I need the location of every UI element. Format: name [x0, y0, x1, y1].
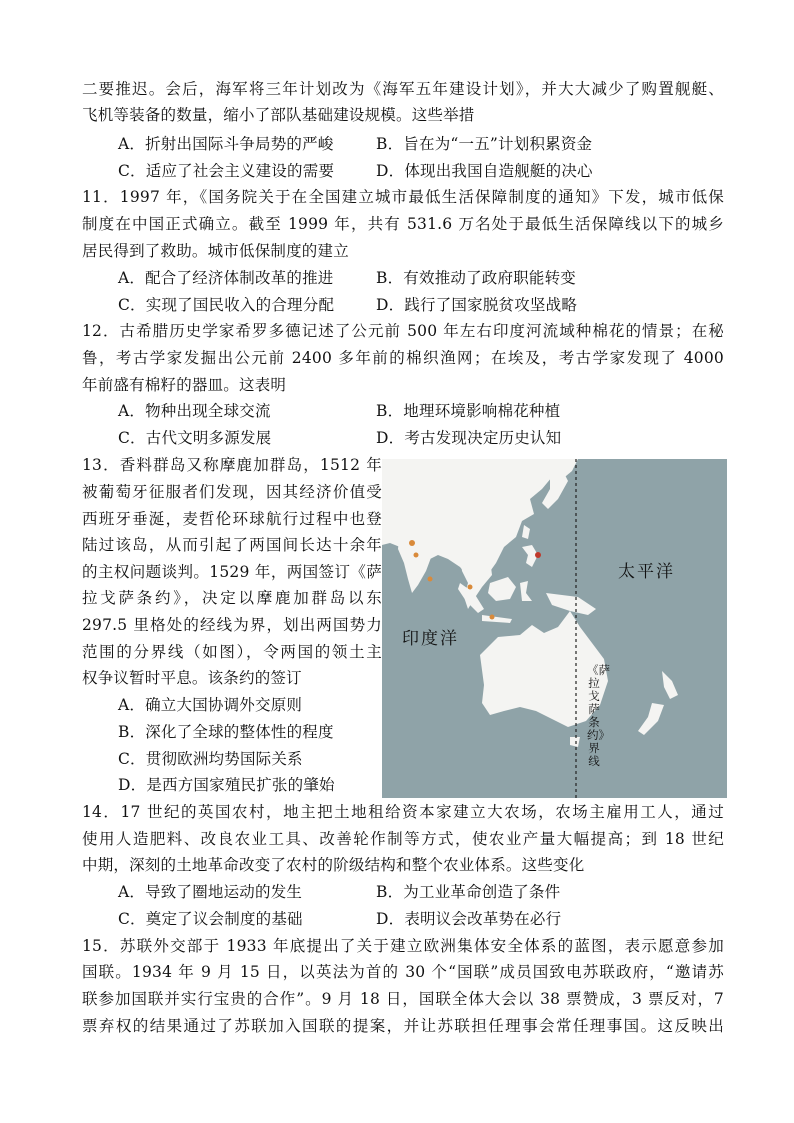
q14-stem-line-3: 中期，深刻的土地革命改变了农村的阶级结构和整个农业体系。这些变化: [82, 856, 585, 874]
q15-stem-line-1: 15．苏联外交部于 1933 年底提出了关于建立欧洲集体安全体系的蓝图，表示愿意参加: [82, 937, 724, 955]
q13-stem-line-9: 权争议暂时平息。该条约的签订: [82, 669, 302, 687]
q12-stem-line-2: 鲁，考古学家发掘出公元前 2400 多年前的棉织渔网；在埃及，考古学家发现了 4000: [82, 349, 724, 367]
q13-option-d: D．是西方国家殖民扩张的肇始: [118, 776, 335, 794]
q14-stem-line-2: 使用人造肥料、改良农业工具、改善轮作制等方式，使农业产量大幅提高；到 18 世纪: [82, 830, 724, 848]
q13-stem-line-3: 西班牙垂涎，麦哲伦环球航行过程中也登: [82, 510, 382, 528]
q12-option-b: B．地理环境影响棉花种植: [376, 402, 561, 420]
q14-option-a: A．导致了圈地运动的发生: [118, 883, 303, 901]
q13-stem-line-7: 297.5 里格处的经线为界，划出两国势力: [82, 616, 382, 634]
q10-option-b: B．旨在为“一五”计划积累资金: [376, 135, 593, 153]
q11-stem-line-1: 11．1997 年，《国务院关于在全国建立城市最低生活保障制度的通知》下发，城市低保: [82, 188, 724, 206]
q12-option-a: A．物种出现全球交流: [118, 402, 271, 420]
indian-ocean-label: 印度洋: [402, 629, 459, 649]
pacific-ocean-label: 太平洋: [618, 562, 675, 582]
q13-stem-line-6: 拉戈萨条约》，决定以摩鹿加群岛以东: [82, 589, 382, 607]
q12-stem-line-3: 年前盛有棉籽的器皿。这表明: [82, 376, 287, 394]
holding-marker-ceylon: [428, 577, 433, 582]
q11-stem-line-2: 制度在中国正式确立。截至 1999 年，共有 531.6 万名处于最低生活保障线以下的城乡: [82, 215, 724, 233]
q12-stem-line-1: 12．古希腊历史学家希罗多德记述了公元前 500 年左右印度河流域种棉花的情景；在秘: [82, 322, 724, 340]
q13-option-a: A．确立大国协调外交原则: [118, 696, 303, 714]
q11-stem-line-3: 居民得到了救助。城市低保制度的建立: [82, 242, 349, 260]
q15-stem-line-2: 国联。1934 年 9 月 15 日，以英法为首的 30 个“国联”成员国致电苏联政府，“邀请苏: [82, 963, 724, 981]
holding-marker-malacca: [468, 585, 473, 590]
q12-option-d: D．考古发现决定历史认知: [376, 429, 562, 447]
q14-option-d: D．表明议会改革势在必行: [376, 910, 562, 928]
q13-option-b: B．深化了全球的整体性的程度: [118, 723, 334, 741]
q15-stem-line-3: 联参加国联并实行宝贵的合作”。9 月 18 日，国联全体大会以 38 票赞成，3 票反对，7: [82, 990, 724, 1008]
holding-marker-java: [490, 615, 495, 620]
q13-option-c: C．贯彻欧洲均势国际关系: [118, 750, 303, 768]
holding-marker-india: [409, 540, 415, 546]
q10-stem-line-2: 飞机等装备的数量，缩小了部队基础建设规模。这些举措: [82, 106, 475, 124]
q11-option-a: A．配合了经济体制改革的推进: [118, 269, 334, 287]
q11-option-b: B．有效推动了政府职能转变: [376, 269, 576, 287]
holding-marker-maluku: [535, 552, 541, 558]
holding-marker-india-2: [414, 553, 419, 558]
q14-option-c: C．奠定了议会制度的基础: [118, 910, 303, 928]
q12-option-c: C．古代文明多源发展: [118, 429, 272, 447]
q15-stem-line-4: 票弃权的结果通过了苏联加入国联的提案，并让苏联担任理事会常任理事国。这反映出: [82, 1017, 724, 1035]
q13-stem-line-8: 范围的分界线（如图），令两国的领土主: [82, 643, 382, 661]
q13-stem-line-4: 陆过该岛，从而引起了两国间长达十余年: [82, 536, 382, 554]
zaragoza-treaty-map: [382, 459, 727, 798]
q10-option-d: D．体现出我国自造舰艇的决心: [376, 162, 593, 180]
q13-stem-line-5: 的主权问题谈判。1529 年，两国签订《萨: [82, 563, 382, 581]
q10-option-c: C．适应了社会主义建设的需要: [118, 162, 335, 180]
boundary-line-label: 《萨拉戈萨条约》界线: [587, 663, 610, 768]
q13-stem-line-1: 13．香料群岛又称摩鹿加群岛，1512 年: [82, 456, 382, 474]
q11-option-d: D．践行了国家脱贫攻坚战略: [376, 296, 578, 314]
q13-stem-line-2: 被葡萄牙征服者们发现，因其经济价值受: [82, 483, 382, 501]
q14-option-b: B．为工业革命创造了条件: [376, 883, 561, 901]
q14-stem-line-1: 14．17 世纪的英国农村，地主把土地租给资本家建立大农场，农场主雇用工人，通过: [82, 803, 724, 821]
q10-option-a: A．折射出国际斗争局势的严峻: [118, 135, 334, 153]
q10-stem-line-1: 二要推迟。会后，海军将三年计划改为《海军五年建设计划》，并大大减少了购置舰艇、: [82, 80, 724, 98]
q11-option-c: C．实现了国民收入的合理分配: [118, 296, 335, 314]
